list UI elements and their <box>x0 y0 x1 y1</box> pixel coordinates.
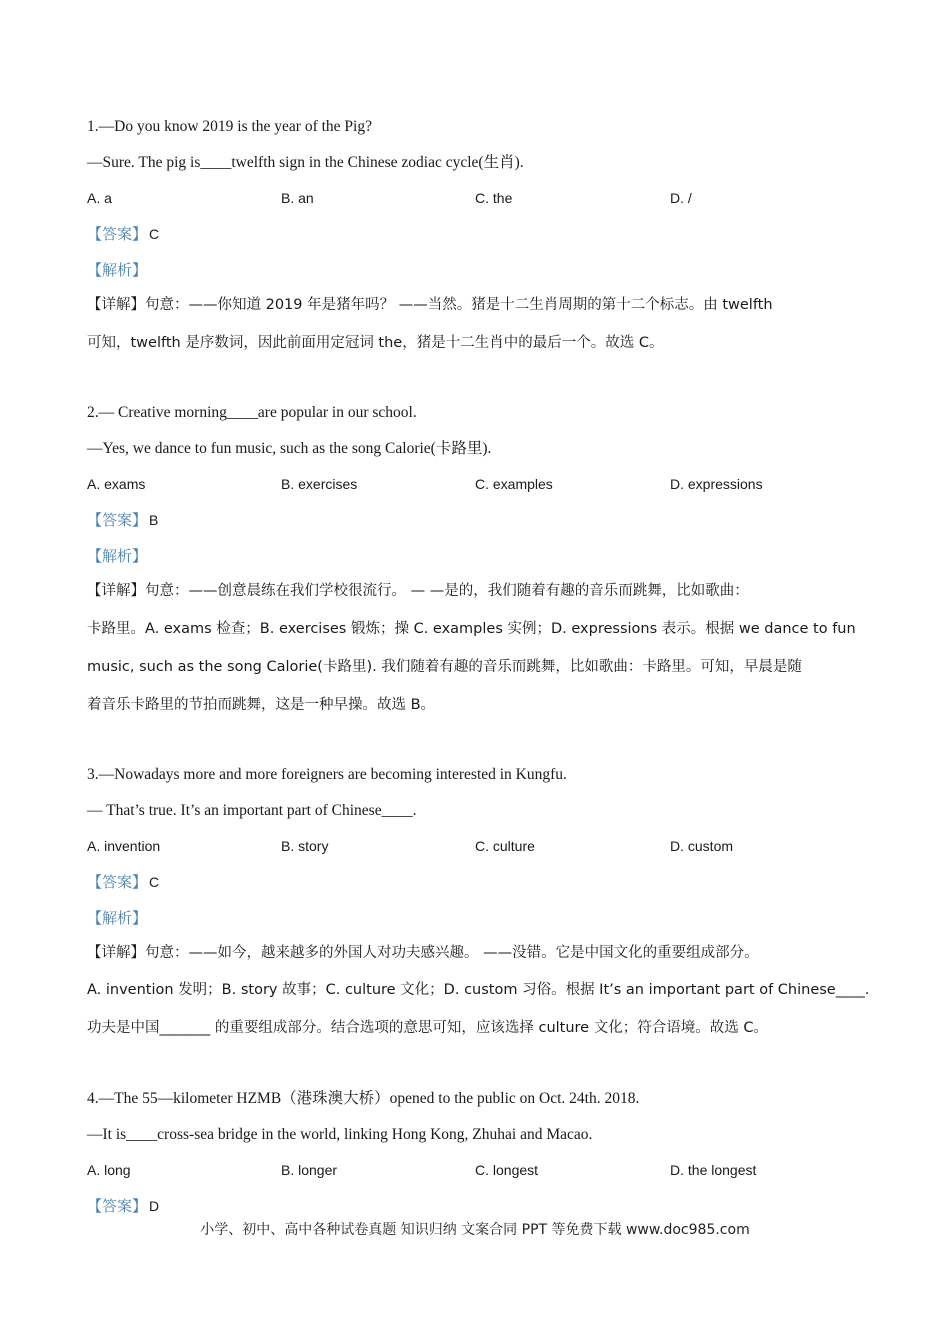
q1-detail-line-1: 【详解】句意：——你知道 2019 年是猪年吗？ ——当然。猪是十二生肖周期的第十二个标志。由 twelfth <box>87 297 773 313</box>
q3-detail-line-1: 【详解】句意：——如今，越来越多的外国人对功夫感兴趣。 ——没错。它是中国文化的重要组成部分。 <box>87 945 759 961</box>
q1-answer <box>87 224 159 245</box>
q3-stem-line-1: 3.—Nowadays more and more foreigners are becoming interested in Kungfu. <box>87 766 567 783</box>
q2-answer <box>87 510 158 531</box>
q2-stem-line-2: —Yes, we dance to fun music, such as the song Calorie(卡路里). <box>87 440 492 457</box>
q4-answer <box>87 1196 159 1217</box>
q2-detail-line-1: 【详解】句意：——创意晨练在我们学校很流行。 — —是的，我们随着有趣的音乐而跳舞，比如歌曲： <box>87 583 749 599</box>
q2-detail-line-4: 着音乐卡路里的节拍而跳舞，这是一种早操。故选 B。 <box>87 697 436 713</box>
q2-analysis-tag: 【解析】 <box>87 547 148 565</box>
q3-stem-line-2: — That’s true. It’s an important part of Chinese____. <box>87 802 417 819</box>
q1-option-b: B. an <box>281 190 314 206</box>
q1-stem-line-1: 1.—Do you know 2019 is the year of the Pig? <box>87 118 372 135</box>
q4-stem-line-1: 4.—The 55—kilometer HZMB（港珠澳大桥）opened to the public on Oct. 24th. 2018. <box>87 1090 640 1107</box>
answer-tag: 【答案】 <box>87 225 148 243</box>
q3-option-b: B. story <box>281 838 329 854</box>
q1-analysis-tag: 【解析】 <box>87 261 148 279</box>
q1-option-c: C. the <box>475 190 513 206</box>
answer-tag: 【答案】 <box>87 1197 148 1215</box>
q2-detail-line-2: 卡路里。A. exams 检查；B. exercises 锻炼；操 C. examples 实例；D. expressions 表示。根据 we dance to fun <box>87 621 856 637</box>
answer-value: B <box>149 512 159 528</box>
q3-analysis-tag: 【解析】 <box>87 909 148 927</box>
q2-option-a: A. exams <box>87 476 146 492</box>
q1-stem-line-2: —Sure. The pig is____twelfth sign in the Chinese zodiac cycle(生肖). <box>87 154 524 171</box>
q2-option-d: D. expressions <box>670 476 763 492</box>
page-footer: 小学、初中、高中各种试卷真题 知识归纳 文案合同 PPT 等免费下载 www.doc985.com <box>200 1222 750 1238</box>
q3-option-c: C. culture <box>475 838 535 854</box>
q1-detail-line-2: 可知，twelfth 是序数词，因此前面用定冠词 the，猪是十二生肖中的最后一个。故选 C。 <box>87 335 664 351</box>
q4-option-a: A. long <box>87 1162 131 1178</box>
q4-option-d: D. the longest <box>670 1162 757 1178</box>
q3-option-a: A. invention <box>87 838 161 854</box>
q2-option-b: B. exercises <box>281 476 358 492</box>
q4-option-b: B. longer <box>281 1162 338 1178</box>
q1-option-d: D. / <box>670 190 692 206</box>
answer-value: D <box>149 1198 160 1214</box>
q2-detail-line-3: music, such as the song Calorie(卡路里). 我们随着有趣的音乐而跳舞，比如歌曲：卡路里。可知，早晨是随 <box>87 659 802 675</box>
answer-tag: 【答案】 <box>87 511 148 529</box>
q3-detail-line-3: 功夫是中国_______ 的重要组成部分。结合选项的意思可知，应该选择 culture 文化；符合语境。故选 C。 <box>87 1020 768 1036</box>
q2-option-c: C. examples <box>475 476 553 492</box>
answer-value: C <box>149 226 160 242</box>
answer-value: C <box>149 874 160 890</box>
q4-option-c: C. longest <box>475 1162 539 1178</box>
q2-stem-line-1: 2.— Creative morning____are popular in our school. <box>87 404 417 421</box>
q1-option-a: A. a <box>87 190 112 206</box>
q3-detail-line-2: A. invention 发明；B. story 故事；C. culture 文化；D. custom 习俗。根据 It’s an important part of Chinese____. <box>87 982 870 998</box>
q3-answer <box>87 872 159 893</box>
q4-stem-line-2: —It is____cross-sea bridge in the world, linking Hong Kong, Zhuhai and Macao. <box>87 1126 593 1143</box>
q3-option-d: D. custom <box>670 838 734 854</box>
answer-tag: 【答案】 <box>87 873 148 891</box>
